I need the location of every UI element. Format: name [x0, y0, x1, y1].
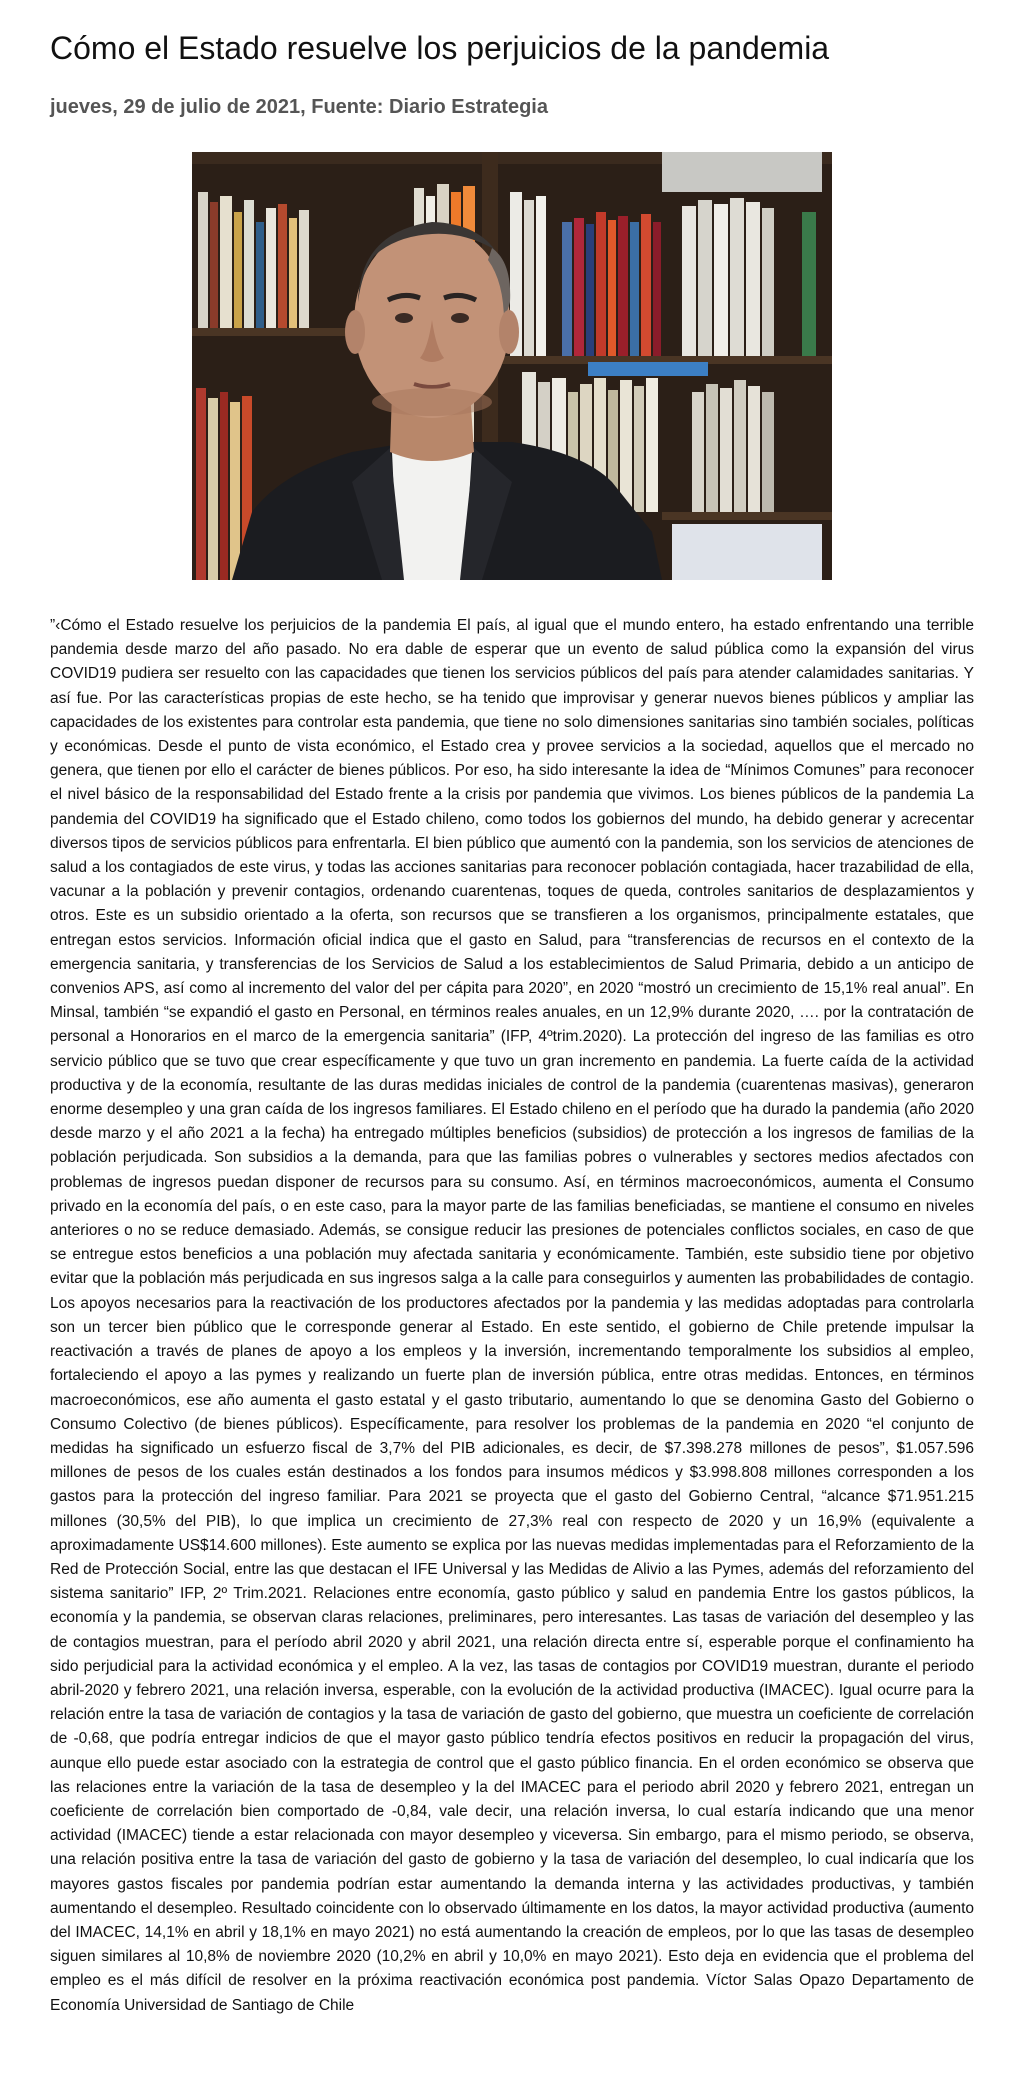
article-date-source: jueves, 29 de julio de 2021, Fuente: Diario Estrategia — [50, 96, 548, 118]
article-photo — [192, 152, 832, 580]
portrait-photo-icon — [192, 152, 832, 580]
article-body: ”‹Cómo el Estado resuelve los perjuicios de la pandemia El país, al igual que el mundo entero, ha estado enfrentando una terrible pandemia desde marzo del año pasado. No era dable de esperar que un evento de salud pública como la expansión del virus COVID19 pudiera ser resuelto con las capacidades que tienen los servicios públicos del país para atender calamidades sanitarias. Y así fue. Por las características propias de este hecho, se ha tenido que improvisar y generar nuevos bienes públicos y ampliar las capacidades de los existentes para controlar esta pandemia, que tiene no solo dimensiones sanitarias sino también sociales, políticas y económicas. Desde el punto de vista económico, el Estado crea y provee servicios a la sociedad, aquellos que el mercado no genera, que tienen por ello el carácter de bienes públicos. Por eso, ha sido interesante la idea de “Mínimos Comunes” para reconocer el nivel básico de la responsabilidad del Estado frente a la crisis por pandemia que vivimos. Los bienes públicos de la pandemia La pandemia del COVID19 ha significado que el Estado chileno, como todos los gobiernos del mundo, ha debido generar y acrecentar diversos tipos de servicios públicos para enfrentarla. El bien público que aumentó con la pandemia, son los servicios de atenciones de salud a los contagiados de este virus, y todas las acciones sanitarias para reconocer población contagiada, hacer trazabilidad de ella, vacunar a la población y prevenir contagios, ordenando cuarentenas, toques de queda, controles sanitarios de desplazamientos y otros. Este es un subsidio orientado a la oferta, son recursos que se transfieren a los organismos, principalmente estatales, que entregan estos servicios. Información oficial indica que el gasto en Salud, para “transferencias de recursos en el contexto de la emergencia sanitaria, y transferencias de los Servicios de Salud a los establecimientos de Salud Primaria, debido a un anticipo de convenios APS, así como al incremento del valor del per cápita para 2020”, en 2020 “mostró un crecimiento de 15,1% real anual”. En Minsal, también “se expandió el gasto en Personal, en términos reales anuales, en un 12,9% durante 2020, …. por la contratación de personal a Honorarios en el marco de la emergencia sanitaria” (IFP, 4ºtrim.2020). La protección del ingreso de las familias es otro servicio público que se tuvo que crear específicamente y que tuvo un gran incremento en pandemia. La fuerte caída de la actividad productiva y de la economía, resultante de las duras medidas iniciales de control de la pandemia (cuarentenas masivas), generaron enorme desempleo y una gran caída de los ingresos familiares. El Estado chileno en el período que ha durado la pandemia (año 2020 desde marzo y el año 2021 a la fecha) ha entregado múltiples beneficios (subsidios) de protección a los ingresos de familias de la población perjudicada. Son subsidios a la demanda, para que las familias pobres o vulnerables y sectores medios afectados con problemas de ingresos puedan disponer de recursos para su consumo. Así, en términos macroeconómicos, aumenta el Consumo privado en la economía del país, o en este caso, para la mayor parte de las familias beneficiadas, se mantiene el consumo en niveles anteriores o no se reduce demasiado. Además, se consigue reducir las presiones de potenciales conflictos sociales, en caso de que se entregue estos beneficios a una población muy afectada sanitaria y económicamente. También, este subsidio tiene por objetivo evitar que la población más perjudicada en sus ingresos salga a la calle para conseguirlos y aumenten las probabilidades de contagio. Los apoyos necesarios para la reactivación de los productores afectados por la pandemia y las medidas adoptadas para controlarla son un tercer bien público que le corresponde generar al Estado. En este sentido, el gobierno de Chile pretende impulsar la reactivación a través de planes de apoyo a los empleos y la inversión, incrementando temporalmente los subsidios al empleo, fortaleciendo el apoyo a las pymes y realizando un fuerte plan de inversión pública, entre otras medidas. Entonces, en términos macroeconómicos, ese año aumenta el gasto estatal y el gasto tributario, aumentando lo que se denomina Gasto del Gobierno o Consumo Colectivo (de bienes públicos). Específicamente, para resolver los problemas de la pandemia en 2020 “el conjunto de medidas ha significado un esfuerzo fiscal de 3,7% del PIB adicionales, es decir, de $7.398.278 millones de pesos”, $1.057.596 millones de pesos de los cuales están destinados a los fondos para insumos médicos y $3.998.808 millones corresponden a los gastos para la protección del ingreso familiar. Para 2021 se proyecta que el gasto del Gobierno Central, “alcance $71.951.215 millones (30,5% del PIB), lo que implica un crecimiento de 27,3% real con respecto de 2020 y un 16,9% (equivalente a aproximadamente US$14.600 millones). Este aumento se explica por las nuevas medidas implementadas para el Reforzamiento de la Red de Protección Social, entre las que destacan el IFE Universal y las Medidas de Alivio a las Pymes, además del reforzamiento del sistema sanitario” IFP, 2º Trim.2021. Relaciones entre economía, gasto público y salud en pandemia Entre los gastos públicos, la economía y la pandemia, se observan claras relaciones, preliminares, pero interesantes. Las tasas de variación del desempleo y las de contagios muestran, para el período abril 2020 y abril 2021, una relación directa entre sí, esperable porque el confinamiento ha sido perjudicial para la actividad económica y el empleo. A la vez, las tasas de contagios por COVID19 muestran, durante el periodo abril-2020 y febrero 2021, una relación inversa, esperable, con la evolución de la actividad productiva (IMACEC). Igual ocurre para la relación entre la tasa de variación de contagios y la tasa de variación de gasto del gobierno, que muestra un coeficiente de correlación de -0,68, que podría entregar indicios de que el mayor gasto público tendría efectos positivos en reducir la propagación del virus, aunque ello puede estar asociado con la estrategia de control que el gasto público financia. En el orden económico se observa que las relaciones entre la variación de la tasa de desempleo y la del IMACEC para el periodo abril 2020 y febrero 2021, entregan un coeficiente de correlación bien comportado de -0,84, vale decir, una relación inversa, lo cual estaría indicando que una menor actividad (IMACEC) tiende a estar relacionada con mayor desempleo y viceversa. Sin embargo, para el mismo periodo, se observa, una relación positiva entre la tasa de variación del gasto de gobierno y la tasa de variación del desempleo, lo cual indicaría que los mayores gastos fiscales por pandemia podrían estar aumentando la demanda interna y las actividades productivas, y también aumentando el desempleo. Resultado coincidente con lo observado últimamente en los datos, la mayor actividad productiva (aumento del IMACEC, 14,1% en abril y 18,1% en mayo 2021) no está aumentando la creación de empleos, por lo que las tasas de desempleo siguen similares al 10,8% de noviembre 2020 (10,2% en abril y 10,0% en mayo 2021). Esto deja en evidencia que el problema del empleo es el más difícil de resolver en la próxima reactivación económica post pandemia. Víctor Salas Opazo Departamento de Economía Universidad de Santiago de Chile — [50, 617, 974, 2014]
article-title: Cómo el Estado resuelve los perjuicios de la pandemia — [50, 30, 830, 66]
